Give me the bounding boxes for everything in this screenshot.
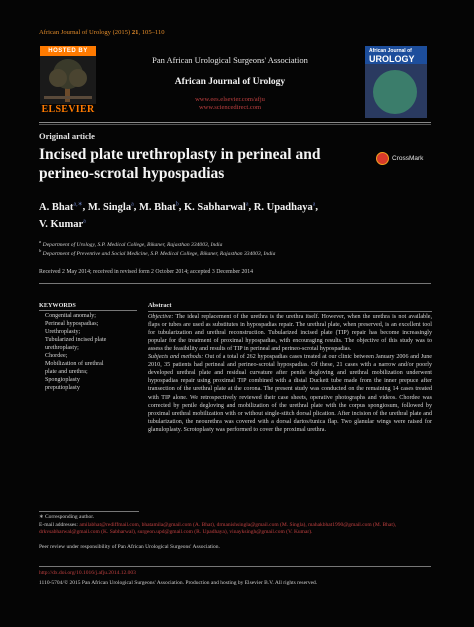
divider [39, 566, 431, 567]
article-title: Incised plate urethroplasty in perineal and perineo-scrotal hypospadias [39, 146, 321, 182]
abstract-objective: Objective: The ideal replacement of the urethra is the urethra itself. However, when the urethra is not available, flaps or tubes are used as substitutes in hypospadias repair. The urethral plate, when preserved, is an excellent tool for tubularization and urethral reconstruction. Tubularized incised plate (TIP) repair has become increasingly popular for the treatment of proximal hypospadias, with encouraging results. The objective of this study was to assess the feasibility and results of TIP in perineal and perineo-scrotal hypospadias. [148, 314, 432, 353]
footnote-divider [39, 511, 139, 512]
author[interactable]: V. Kumar$^a$ [39, 218, 86, 230]
keyword: Chordee; [45, 353, 68, 359]
author[interactable]: K. Sabharwal$^a$ [184, 201, 249, 213]
affiliation: $^b$ Department of Preventive and Social Medicine, S.P. Medical College, Bikaner, Rajasthan 334003, India [39, 248, 276, 257]
author[interactable]: M. Singla$^a$ [87, 201, 134, 213]
keyword: preputioplasty [45, 385, 80, 391]
abstract-methods: Subjects and methods: Out of a total of 262 hypospadias cases treated at our clinic between January 2006 and June 2010, 35 patients had perineal and perineo-scrotal hypospadias. Of these, 21 cases with a narrow and/or poorly developed urethral plate and residual curvature after penile degloving and urethral mobilization underwent hypospadias repair using proximal TIP combined with a distal Duckett tube made from the inner prepuce after transection of the urethral plate at the corona. The present study was conducted on the remaining 14 cases treated with TIP alone. We retrospectively reviewed their case sheets, operative photographs and videos. Chordee was corrected by penile degloving and mobilization of the urethral plate with the corpus spongiosum, followed by proximal urethral mobilization with or without single-stitch dorsal plication. After incision of the urethral plate and tubularization, the neourethra was covered with a dorsal dartos/tunica flap. Two glanular wings were raised for glanuloplasty. Scrotoplasty was performed to cover the proximal urethra. [148, 354, 432, 433]
elsevier-tree-logo [40, 56, 96, 104]
divider [39, 283, 431, 284]
keyword: Perineal hypospadias; [45, 321, 99, 327]
journal-header [105, 55, 355, 112]
abstract [148, 302, 432, 434]
keyword: Mobilization of urethral [45, 361, 104, 367]
article-type: Original article [39, 131, 95, 141]
hosted-by-badge: HOSTED BY [40, 46, 96, 56]
header-divider-2 [39, 124, 431, 125]
doi-link[interactable]: http://dx.doi.org/10.1016/j.afju.2014.12.003 [39, 570, 136, 576]
author-list: A. Bhat$^{a,∗}$, M. Singla$^a$, M. Bhat$^b$, K. Sabharwal$^a$, R. Upadhaya$^a$, V. Kumar$^a$ [39, 201, 319, 230]
peer-review-note: Peer review under responsibility of Pan African Urological Surgeons' Association. [39, 544, 220, 550]
journal-citation: African Journal of Urology (2015) 21, 105–110 [39, 29, 165, 36]
received-dates: Received 2 May 2014; received in revised form 2 October 2014; accepted 3 December 2014 [39, 269, 254, 275]
journal-title: African Journal of Urology [174, 77, 286, 87]
keyword: Urethroplasty; [45, 329, 81, 335]
author[interactable]: A. Bhat$^{a,∗}$ [39, 201, 83, 213]
society-name: Pan African Urological Surgeons' Association [152, 55, 308, 65]
email-addresses: E-mail addresses: amilabhat@rediffmail.com, bhatamila@gmail.com (A. Bhat), drmanishsingla@gmail.com (M. Singla), mahakbhat1990@gmail.com (M. Bhat), drkvsabharwal@gmail.com (K. Sabharwal), surgeon.upd@gmail.com (R. Upadhaya), vinayksingh@gmail.com (V. Kumar). [39, 522, 397, 535]
header-divider [39, 122, 431, 123]
affiliation: $^a$ Department of Urology, S.P. Medical College, Bikaner, Rajasthan 334003, India [39, 239, 223, 248]
abstract-heading: Abstract [148, 302, 432, 312]
corresponding-author-note: ∗ Corresponding author. [39, 514, 95, 520]
crossmark-button[interactable]: CrossMark [376, 152, 423, 165]
crossmark-icon [376, 152, 389, 165]
keyword: Congenital anomaly; [45, 313, 96, 319]
keyword: plate and urethra; [45, 369, 88, 375]
copyright-notice: 1110-5704/© 2015 Pan African Urological Surgeons' Association. Production and hosting by Elsevier B.V. All rights reserved. [39, 580, 318, 586]
keyword: Tubularized incised plate [45, 337, 107, 343]
keyword: urethroplasty; [45, 345, 79, 351]
email-links[interactable]: amilabhat@rediffmail.com, bhatamila@gmail.com (A. Bhat), drmanishsingla@gmail.com (M. Singla), mahakbhat1990@gmail.com (M. Bhat), drkvsabharwal@gmail.com (K. Sabharwal), surgeon.upd@gmail.com (R. Upadhaya), vinayksingh@gmail.com (V. Kumar). [39, 522, 397, 535]
keywords-box [39, 302, 137, 392]
sciencedirect-link[interactable]: www.sciencedirect.com [198, 104, 262, 111]
keyword: Spongioplasty [45, 377, 80, 383]
keywords-heading: KEYWORDS [39, 302, 137, 311]
author[interactable]: M. Bhat$^b$ [139, 201, 179, 213]
publisher-logo: ELSEVIER [41, 104, 95, 115]
journal-url-link[interactable]: www.ees.elsevier.com/afju [195, 96, 265, 103]
journal-cover-image: African Journal of UROLOGY [365, 46, 427, 118]
author[interactable]: R. Upadhaya$^a$ [253, 201, 316, 213]
